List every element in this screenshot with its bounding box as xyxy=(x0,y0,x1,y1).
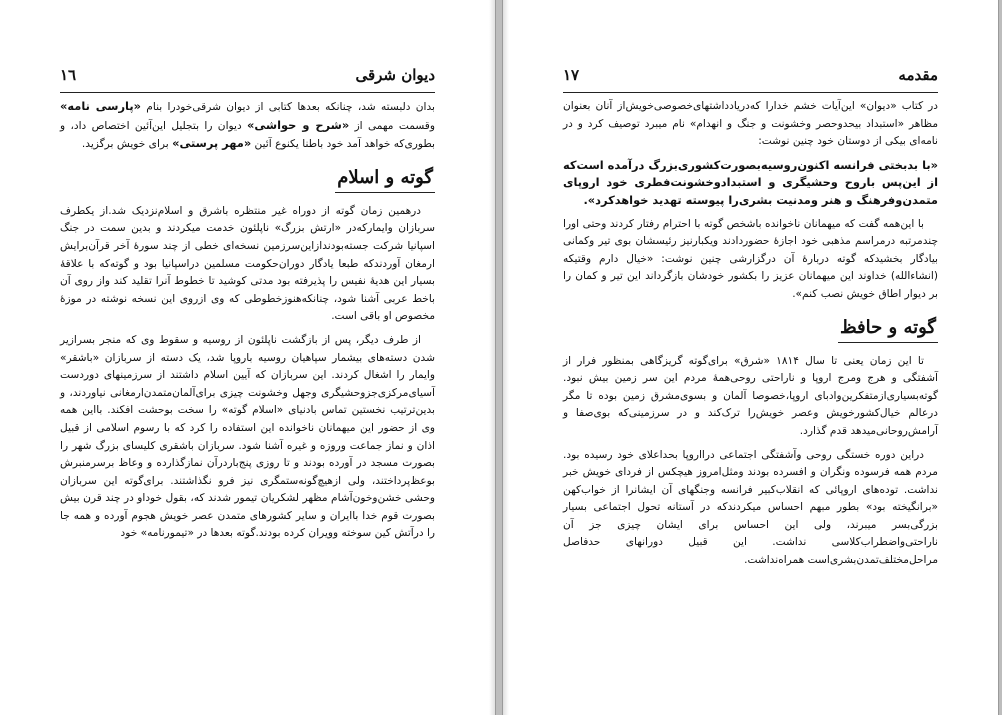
right-page-body xyxy=(563,98,938,685)
bold-term: «پارسی نامه» xyxy=(60,99,141,113)
section-heading: گوته و حافظ xyxy=(838,316,938,343)
left-page xyxy=(0,0,495,715)
page-number: ۱٦ xyxy=(60,66,77,84)
body-paragraph: با این‌همه گفت که میهمانان ناخوانده باشخص گوته‌ با احترام رفتار کردند وحتی اورا چندمرتبه درمراسم مذهبی خود اجازهٔ حضوردادند ویکبار‌نیز رئیسشان بوی تیر وکمانی بیادگار بخشید‌که گوته دربارهٔ آن درگزارشی چنین نوشت: «خیال دارم وقتیکه (انشاءالله) خداوند این میهمانان عزیز را بکشور خودشان بازگرداند این تیر و کمان را بر دیوار اطاق خویش نصب کنم». xyxy=(563,217,938,300)
left-page-header xyxy=(60,62,435,90)
section-heading: گوته و اسلام xyxy=(335,166,435,193)
running-title: مقدمه xyxy=(898,66,938,84)
body-paragraph: از طرف دیگر، پس از بازگشت ناپلئون از روسیه و سقوط وی که منجر بسرازیر شدن دسته‌های بیشمار سپاهیان روسیه باروپا شد، یک دسته از سربازان «باشقر» وایمار را اشغال کردند. این سربازان که آیین اسلام داشتند از سرزمینهای دوردست آسیای‌مرکزی‌جزوحشیگری وجهل وخشونت چیزی برای‌آلمان‌متمدن‌ارمغانی نیاوردند، و بدین‌ترتیب نخستین تماس بادنیای «اسلام گوته» را سخت بوحشت افکند. بااین همه وی از حضور این میهمانان ناخوانده این استفاده را کرد که با رسوم اسلامی از قبیل اذان و نماز جماعت وروزه و غیره آشنا شود. سربازان باشقری کلیسای بزرگ شهر را بصورت مسجد در آورده بودند و تا روزی پنج‌بار‌در‌آن نمازگذارده و وعاظ برسرمنبرش بوعظ‌پرداختند، ولی ازهیچ‌گونه‌ستمگری نیز فرو نگذاشتند. برای‌گوته این سربازان وحشی خشن‌وخون‌آشام مظهر لشکریان تیمور شدند که، بقول خوداو در چند قرن بیش بصورت قوم خدا باایران و سایر کشورهای متمدن عصر خویش هجوم آورده و همه جا را درآتش کین سوخته وویران کرده بودند.گوته بعدها در «تیمورنامه» خود xyxy=(60,333,435,540)
body-paragraph: دراین دوره خستگی روحی وآشفتگی اجتماعی درااروپا بحداعلای خود رسیده بود. مردم همه فرسوده ونگران و افسرده بودند ومثل‌امروز هیچکس از فردای خویش خبر نداشت. توده‌های اروپائی که انقلاب‌کبیر فرانسه وجنگهای آن ایشانرا از خواب‌کهن «برانگیخته بود» بطور مبهم احساس میکردند‌که در آستانه تحول اجتماعی بسیار بزرگی‌بسر میبرند، ولی این احساس برای ایشان چیزی جز آن ناراحتی‌واضطراب‌کلاسی نداشت. این قبیل دورانهای حدفاصل مراحل‌مختلف‌تمدن‌بشری‌است همراه‌نداشت. xyxy=(563,448,938,567)
bold-term: «شرح و حواشی» xyxy=(247,117,350,132)
intro-paragraph: بدان دلبسته شد، چنانکه بعدها کتابی از دیوان شرقی‌خودرا بنام «پارسی نامه» وقسمت مهمی از «شرح و حواشی» دیوان را بتجلیل این‌آئین اختصاص داد، و بطوری‌که خواهد آمد خود باطنا یکنوع آئین «مهر پرستی» برای خویش برگزید. xyxy=(60,99,435,151)
running-title: دیوان شرقی xyxy=(355,66,435,84)
right-page xyxy=(503,0,998,715)
page-gutter-shadow xyxy=(503,0,509,715)
page-number: ۱۷ xyxy=(563,66,580,84)
body-paragraph: درهمین زمان گوته از دوراه غیر منتظره باشرق و اسلام‌نزدیک شد.از یکطرف سربازان وایمارکه‌در «ارتش بزرگ» ناپلئون خدمت میکردند و بدین سمت در جنگ اسپانیا شرکت جسته‌بودند‌ازاین‌سرزمین نسخه‌ای خطی از چند سورهٔ آخر قرآن‌برایش ارمغان آوردند‌که طبعا یادگار دوران‌حکومت مسلمین دراسپانیا بود و گوته‌که با علاقهٔ بسیار این هدیهٔ نفیس را پذیرفته بود مدتی کوشید تا خطوط آنرا تقلید کند واز روی آن باخط عربی آشنا شود، چنانکه‌هنوزخطوطی که وی ازروی این نسخه نوشته در موزهٔ مخصوص او باقی است. xyxy=(60,204,435,323)
quote-paragraph: «با بدبختی فرانسه اکنون‌روسیه‌بصورت‌کشوری‌بزرگ در‌آمده است‌که از این‌پس باروح وحشیگری و استبدادوخشونت‌فطری خود اروپای متمدن‌وفرهنگ و هنر ومدنیت بشری‌را پیوسته تهدید خواهد‌کرد». xyxy=(563,157,938,207)
page-gutter-shadow xyxy=(489,0,495,715)
body-paragraph: تا این زمان یعنی تا سال ۱۸۱۴ «شرق» برای‌گوته گریزگاهی بمنظور فرار از آشفتگی و هرج ومرج اروپا و ناراحتی روحی‌همهٔ مردم این سر زمین بیش نبود. گوته‌بسیاری‌ازمتفکرین‌و‌ادبای اروپا،‌خصوصا آلمان و بسوی‌مشرق زمین بوده تا مگر درعالم خیال‌کشور‌خویش وعصر خویش‌را ترک‌کند و در سرزمینی‌که بوی‌صفا و آرامش‌روحانی‌میدهد قدم گذارد. xyxy=(563,354,938,437)
header-rule xyxy=(563,92,938,93)
bold-term: «مهر پرستی» xyxy=(172,136,252,151)
left-page-body xyxy=(60,98,435,685)
right-page-header xyxy=(563,62,938,90)
header-rule xyxy=(60,92,435,93)
body-paragraph: در کتاب «دیوان» این‌آیات خشم خدارا که‌دریادداشتهای‌خصوصی‌خویش‌از آنان بعنوان مظاهر «استبداد بیحدوحصر وخشونت و جنگ و انهدام» نام میبرد توصیف کرد و در نامه‌ای بیکی از دوستان خود چنین نوشت: xyxy=(563,100,938,148)
